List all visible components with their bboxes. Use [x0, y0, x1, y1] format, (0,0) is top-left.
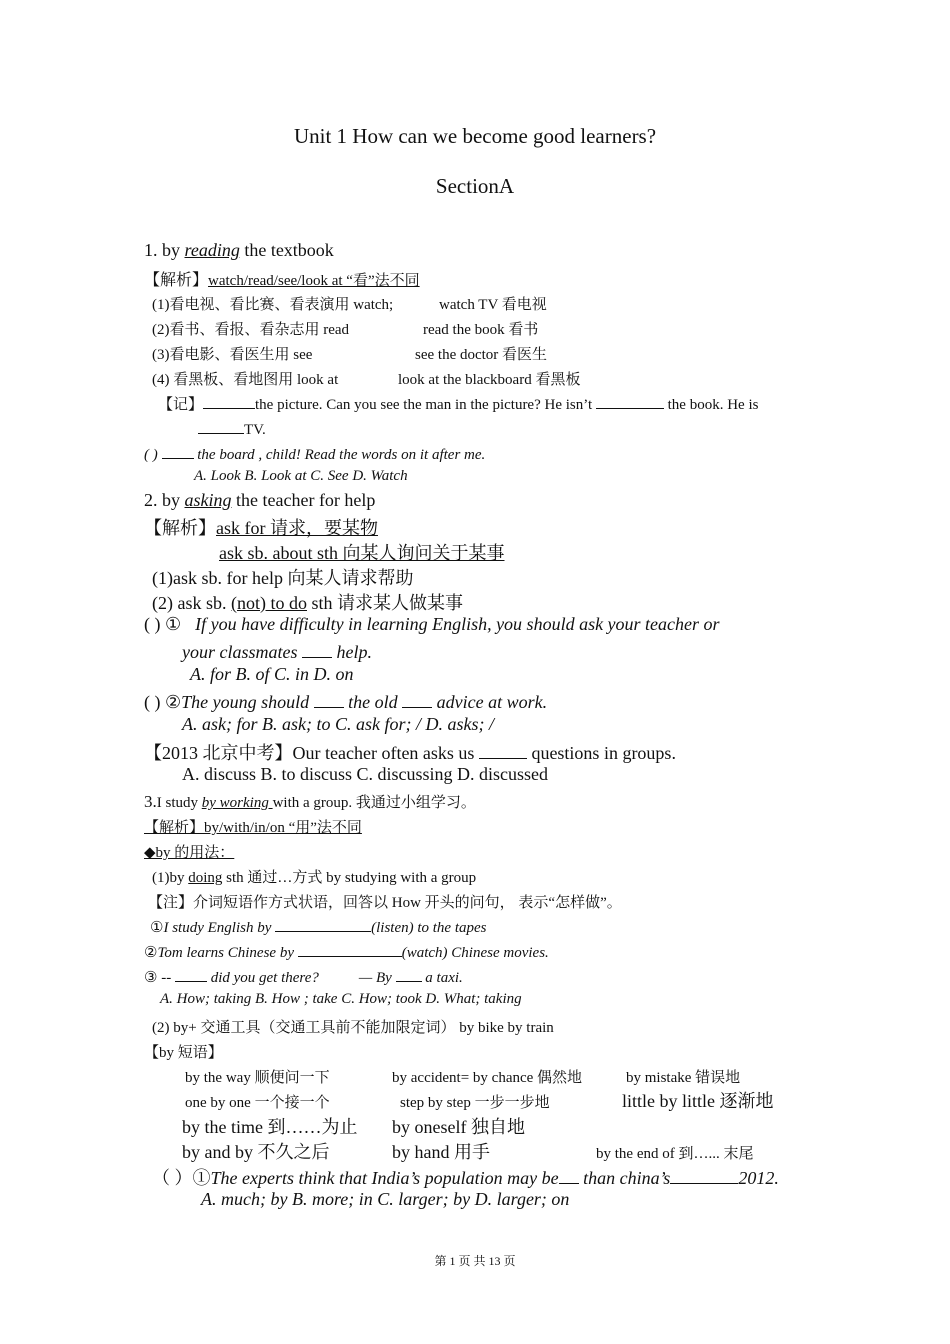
phrase-by-oneself: by oneself 独自地	[392, 1117, 525, 1137]
phrase-by-the-time: by the time 到……为止	[182, 1117, 358, 1137]
point-2	[152, 318, 539, 339]
point-text-2: sth 请求某人做某事	[307, 593, 464, 613]
blank	[596, 393, 664, 409]
question-2-3-options: A. discuss B. to discuss C. discussing D. discussed	[182, 764, 549, 784]
example-3-options: A. How; taking B. How ; take C. How; took D. What; taking	[160, 991, 522, 1007]
example-marker: ②	[144, 945, 158, 961]
question-text-2: questions in groups.	[526, 743, 676, 763]
phrase-by-hand: by hand 用手	[392, 1142, 490, 1162]
answer-paren: ( ) ②	[144, 692, 182, 712]
question-text: the board , child! Read the words on it after me.	[193, 447, 486, 463]
example-text: did you get there?	[206, 970, 319, 986]
key-word: reading	[184, 240, 240, 260]
heading-rest: the textbook	[239, 240, 334, 260]
page-footer: 第 1 页 共 13 页	[434, 1254, 516, 1268]
memo-text-3: TV.	[244, 422, 266, 438]
blank	[198, 418, 244, 434]
memo-line-2	[198, 418, 266, 439]
answer-paren: ( )	[144, 447, 162, 463]
document-title: Unit 1 How can we become good learners?	[293, 124, 657, 148]
blank	[275, 916, 371, 932]
heading-rest: the teacher for help	[231, 490, 376, 510]
example-3	[144, 966, 463, 987]
question-text: If you have difficulty in learning English, you should ask your teacher or	[195, 614, 720, 634]
key-word: asking	[184, 490, 232, 510]
blank	[479, 740, 527, 759]
item-number: 3.	[144, 792, 157, 811]
example-marker: ③ --	[144, 970, 175, 986]
blank	[396, 966, 422, 982]
analysis-text-2: ask sb. about sth 向某人询问关于某事	[219, 543, 505, 563]
item-2-heading	[144, 490, 375, 511]
blank	[175, 966, 207, 982]
analysis-text: ask for 请求，要某物	[216, 518, 378, 538]
point-example: watch TV 看电视	[439, 297, 547, 313]
blank	[402, 689, 432, 708]
question-text-2: help.	[332, 642, 372, 662]
item-3-heading	[144, 791, 476, 812]
section-title: SectionA	[435, 174, 515, 198]
question-2-2-options: A. ask; for B. ask; to C. ask for; / D. asks; /	[182, 714, 494, 734]
question-2-2	[144, 689, 547, 713]
question-text-2: than china’s	[578, 1168, 671, 1188]
blank	[162, 443, 194, 459]
point-2	[152, 589, 463, 615]
point-1: (1)ask sb. for help 向某人请求帮助	[152, 568, 414, 588]
point-4	[152, 368, 581, 389]
point-example: look at the blackboard 看黑板	[398, 372, 581, 388]
analysis-text: watch/read/see/look at “看”法不同	[208, 273, 420, 289]
answer-paren: （ ）①	[152, 1168, 211, 1188]
point-example: read the book 看书	[423, 322, 539, 338]
phrase-by-accident: by accident= by chance 偶然地	[392, 1070, 583, 1086]
example-text-2: — By	[358, 970, 396, 986]
point-3	[152, 343, 548, 364]
phrase-one-by-one: one by one 一个接一个	[185, 1095, 330, 1111]
item-1-heading	[144, 240, 334, 261]
blank	[314, 689, 344, 708]
example-1	[150, 916, 487, 937]
phrase-little-by-little: little by little 逐渐地	[622, 1091, 774, 1111]
blank	[302, 639, 332, 658]
phrase-by-the-way: by the way 顺便问一下	[185, 1070, 330, 1086]
point-underline: doing	[188, 870, 223, 886]
question-text: The experts think that India’s population may be	[210, 1168, 559, 1188]
question-3-1	[152, 1164, 779, 1190]
key-word: by working	[201, 795, 273, 811]
by-usage-heading: ◆by 的用法：	[144, 845, 235, 861]
example-text: Tom learns Chinese by	[157, 945, 298, 961]
heading-text: I study	[156, 795, 202, 811]
question-2-1-options: A. for B. of C. in D. on	[190, 664, 354, 684]
blank	[559, 1165, 579, 1184]
point-example: see the doctor 看医生	[415, 347, 548, 363]
phrases-heading: 【by 短语】	[144, 1045, 223, 1061]
example-2	[144, 941, 549, 962]
question-2-3	[144, 739, 676, 765]
example-text-2: (listen) to the tapes	[371, 920, 487, 936]
example-marker: ①	[150, 920, 164, 936]
question-2-1-cont	[182, 639, 372, 663]
answer-paren: ( ) ①	[144, 614, 182, 634]
blank	[203, 393, 255, 409]
question-text: The young should	[181, 692, 314, 712]
phrase-by-and-by: by and by 不久之后	[182, 1142, 330, 1162]
memo-text-2: the book. He is	[663, 397, 759, 413]
question-text-3: advice at work.	[432, 692, 548, 712]
phrase-by-mistake: by mistake 错误地	[626, 1070, 741, 1086]
point-2: (2) by+ 交通工具（交通工具前不能加限定词） by bike by train	[152, 1020, 554, 1036]
point-1	[152, 293, 547, 314]
point-text: (2) ask sb.	[152, 593, 231, 613]
example-text: I study English by	[163, 920, 276, 936]
phrase-by-the-end-of: by the end of 到…... 末尾	[596, 1146, 754, 1162]
question-text: your classmates	[182, 642, 302, 662]
item-number: 2. by	[144, 490, 185, 510]
question-1	[144, 443, 485, 464]
question-text-2: the old	[343, 692, 403, 712]
blank	[670, 1165, 738, 1184]
question-3-1-options: A. much; by B. more; in C. larger; by D. larger; on	[201, 1189, 570, 1209]
point-text-2: sth 通过…方式 by studying with a group	[222, 870, 477, 886]
question-2-1	[144, 614, 720, 635]
point-1	[152, 866, 476, 887]
question-1-options: A. Look B. Look at C. See D. Watch	[194, 468, 408, 484]
point-text: (1)by	[152, 870, 189, 886]
question-text: 【2013 北京中考】Our teacher often asks us	[144, 743, 479, 763]
example-text-3: a taxi.	[421, 970, 463, 986]
analysis-label: 【解析】	[144, 518, 216, 538]
question-text-3: 2012.	[738, 1168, 779, 1188]
point-text: (3)看电影、看医生用 see	[152, 347, 313, 363]
heading-rest: with a group. 我通过小组学习。	[272, 795, 476, 811]
memo-text: the picture. Can you see the man in the picture? He isn’t	[255, 397, 596, 413]
point-text: (2)看书、看报、看杂志用 read	[152, 322, 350, 338]
analysis-line	[144, 267, 420, 290]
item-number: 1. by	[144, 240, 185, 260]
point-text: (1)看电视、看比赛、看表演用 watch;	[152, 297, 394, 313]
analysis-line	[144, 514, 378, 540]
point-underline: (not) to do	[231, 593, 307, 613]
memo-line	[158, 393, 758, 414]
analysis-label: 【解析】	[144, 272, 209, 289]
memo-label: 【记】	[158, 397, 204, 413]
example-text-2: (watch) Chinese movies.	[401, 945, 549, 961]
blank	[298, 941, 402, 957]
phrase-step-by-step: step by step 一步一步地	[400, 1095, 550, 1111]
analysis-line: 【解析】by/with/in/on “用”法不同	[144, 820, 362, 836]
point-text: (4) 看黑板、看地图用 look at	[152, 372, 339, 388]
note-line: 【注】介词短语作方式状语，回答以 How 开头的问句， 表示“怎样做”。	[148, 895, 622, 911]
